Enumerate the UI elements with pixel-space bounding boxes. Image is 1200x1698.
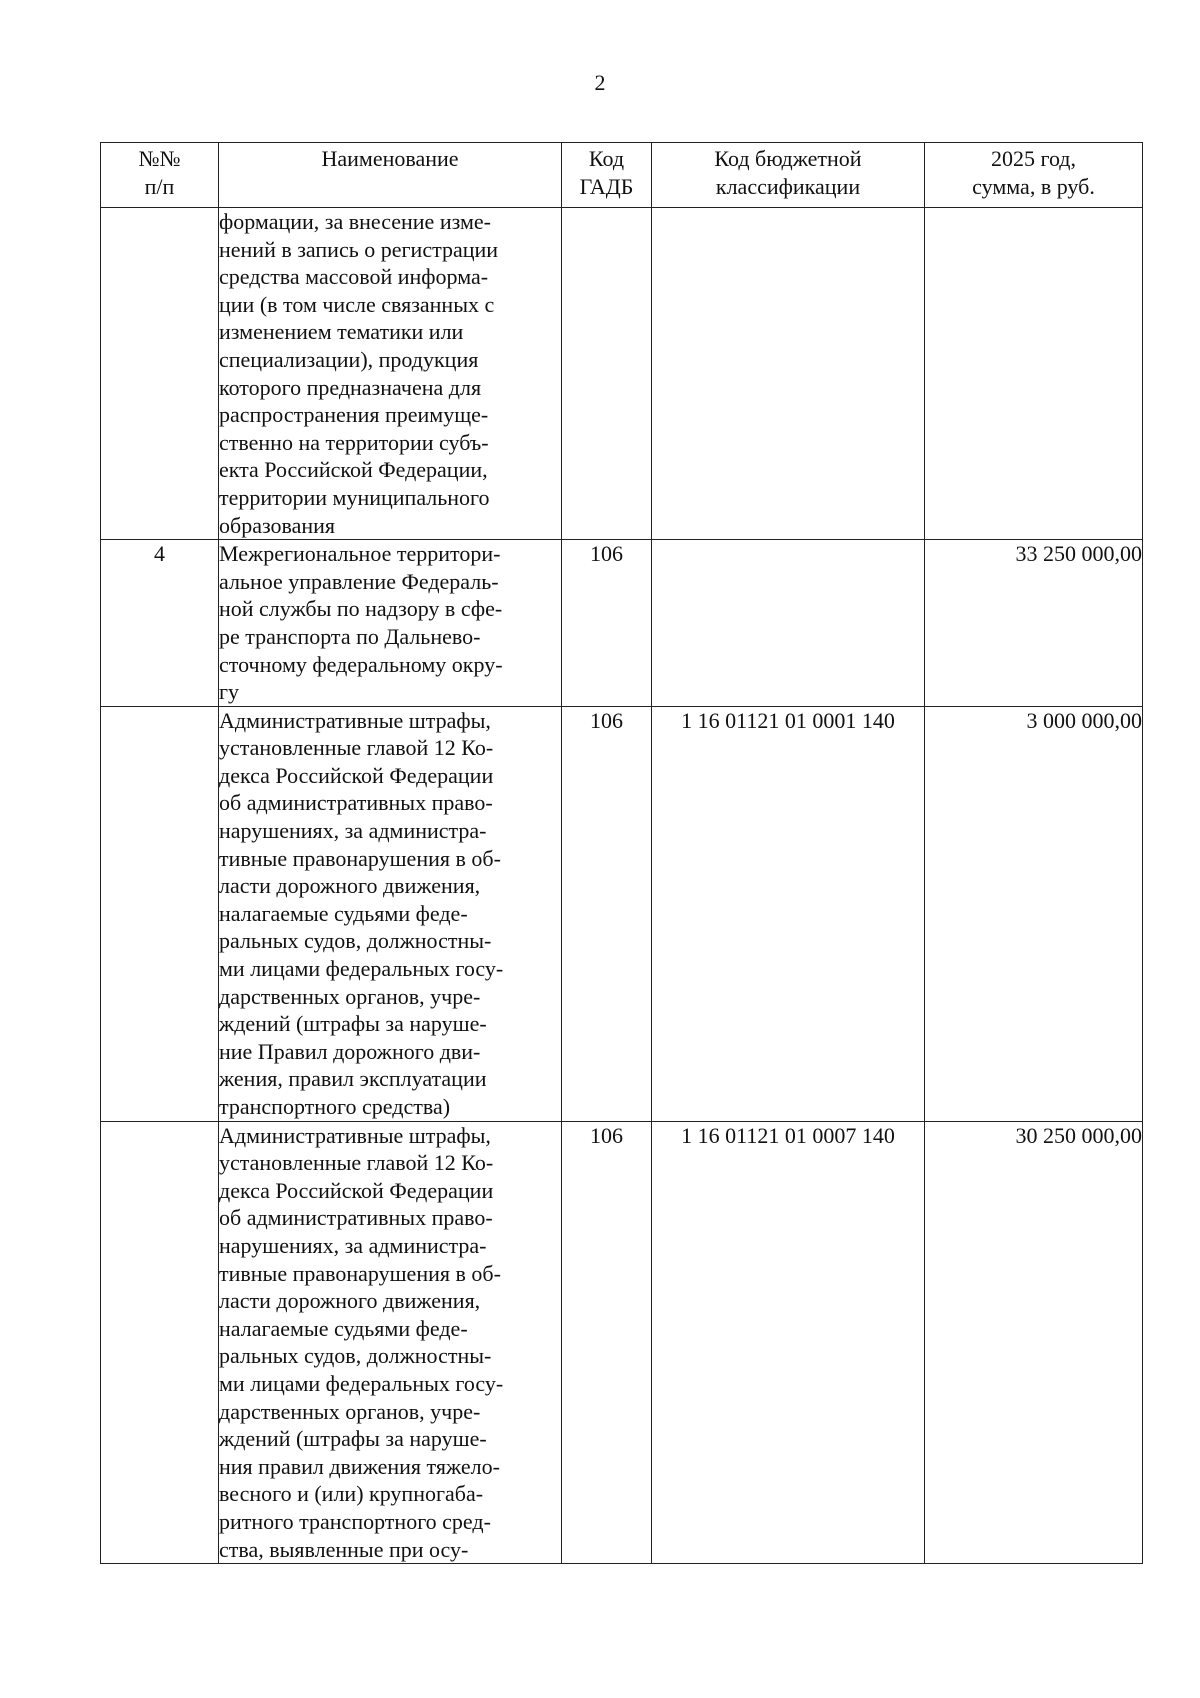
name-line: ми лицами федеральных госу- <box>219 1370 504 1396</box>
name-line: тивные правонарушения в об- <box>219 845 501 871</box>
cell-code <box>562 208 652 540</box>
table-row <box>101 706 1143 1121</box>
cell-name <box>219 540 562 707</box>
table-body <box>101 208 1143 1564</box>
header-name-line: Наименование <box>321 146 459 171</box>
header-sum <box>925 143 1143 208</box>
cell-kbk: 1 16 01121 01 0001 140 <box>652 706 925 1121</box>
name-line: ждений (штрафы за наруше- <box>219 1426 487 1452</box>
cell-sum: 30 250 000,00 <box>925 1121 1143 1564</box>
name-line: екта Российской Федерации, <box>219 457 488 483</box>
header-num <box>101 143 219 208</box>
cell-kbk <box>652 208 925 540</box>
name-line: об административных право- <box>219 1205 493 1231</box>
header-kbk-line: классификации <box>715 173 861 199</box>
cell-sum <box>925 208 1143 540</box>
name-line: специализации), продукция <box>219 346 479 372</box>
name-line: ной службы по надзору в сфе- <box>219 596 503 622</box>
header-num-line: №№ <box>138 146 181 171</box>
name-line: альное управление Федераль- <box>219 568 499 594</box>
table-row <box>101 208 1143 540</box>
cell-code: 106 <box>562 540 652 707</box>
cell-kbk <box>652 540 925 707</box>
page-number: 2 <box>594 70 606 95</box>
cell-code: 106 <box>562 706 652 1121</box>
cell-num <box>101 1121 219 1564</box>
header-kbk <box>652 143 925 208</box>
name-line: дарственных органов, учре- <box>219 1398 481 1424</box>
name-line: образования <box>219 512 336 538</box>
cell-sum: 3 000 000,00 <box>925 706 1143 1121</box>
header-sum-line: 2025 год, <box>990 146 1077 171</box>
name-line: ральных судов, должностны- <box>219 928 492 954</box>
name-line: весного и (или) крупногаба- <box>219 1481 484 1507</box>
cell-kbk: 1 16 01121 01 0007 140 <box>652 1121 925 1564</box>
name-line: налагаемые судьями феде- <box>219 900 468 926</box>
cell-code: 106 <box>562 1121 652 1564</box>
name-line: дарственных органов, учре- <box>219 983 481 1009</box>
name-line: Административные штрафы, <box>219 707 491 733</box>
cell-name <box>219 208 562 540</box>
name-line: установленные главой 12 Ко- <box>219 1150 494 1176</box>
name-line: ции (в том числе связанных с <box>219 291 495 317</box>
name-line: нений в запись о регистрации <box>219 236 499 262</box>
name-line: распространения преимуще- <box>219 402 489 428</box>
name-line: нарушениях, за администра- <box>219 818 487 844</box>
name-line: изменением тематики или <box>219 319 464 345</box>
name-line: ми лицами федеральных госу- <box>219 956 504 982</box>
header-num-line: п/п <box>144 173 175 199</box>
cell-name <box>219 706 562 1121</box>
cell-num <box>101 208 219 540</box>
name-line: налагаемые судьями феде- <box>219 1315 468 1341</box>
budget-table <box>100 142 1143 1564</box>
name-line: транспортного средства) <box>219 1094 451 1119</box>
name-line: средства массовой информа- <box>219 264 489 290</box>
header-code-line: Код <box>588 146 625 171</box>
name-line: территории муниципального <box>219 484 490 510</box>
name-line: ритного транспортного сред- <box>219 1508 491 1534</box>
name-line: ние Правил дорожного дви- <box>219 1038 481 1064</box>
name-line: декса Российской Федерации <box>219 1177 494 1203</box>
name-line: Межрегиональное территори- <box>219 541 501 567</box>
cell-name <box>219 1121 562 1564</box>
header-name <box>219 143 562 208</box>
name-line: ральных судов, должностны- <box>219 1343 492 1369</box>
name-line: установленные главой 12 Ко- <box>219 735 494 761</box>
name-line: ласти дорожного движения, <box>219 1288 481 1314</box>
table-header-row <box>101 143 1143 208</box>
name-line: сточному федеральному окру- <box>219 651 503 677</box>
name-line: ственно на территории субъ- <box>219 429 489 455</box>
name-line: формации, за внесение изме- <box>219 209 491 234</box>
name-line: ласти дорожного движения, <box>219 873 481 899</box>
name-line: ждений (штрафы за наруше- <box>219 1011 487 1037</box>
name-line: которого предназначена для <box>219 374 482 400</box>
name-line: тивные правонарушения в об- <box>219 1260 501 1286</box>
header-kbk-line: Код бюджетной <box>714 146 862 171</box>
name-line: жения, правил эксплуатации <box>219 1066 487 1092</box>
header-code-line: ГАДБ <box>579 173 634 199</box>
name-line: гу <box>219 679 240 705</box>
header-sum-line: сумма, в руб. <box>972 173 1095 199</box>
table-row <box>101 1121 1143 1564</box>
cell-sum: 33 250 000,00 <box>925 540 1143 707</box>
table-row <box>101 540 1143 707</box>
name-line: нарушениях, за администра- <box>219 1232 487 1258</box>
cell-num <box>101 706 219 1121</box>
name-line: ства, выявленные при осу- <box>219 1536 469 1562</box>
name-line: Административные штрафы, <box>219 1122 491 1148</box>
cell-num: 4 <box>101 540 219 707</box>
name-line: ре транспорта по Дальнево- <box>219 623 481 649</box>
name-line: декса Российской Федерации <box>219 762 494 788</box>
name-line: об административных право- <box>219 790 493 816</box>
header-code <box>562 143 652 208</box>
name-line: ния правил движения тяжело- <box>219 1453 500 1479</box>
